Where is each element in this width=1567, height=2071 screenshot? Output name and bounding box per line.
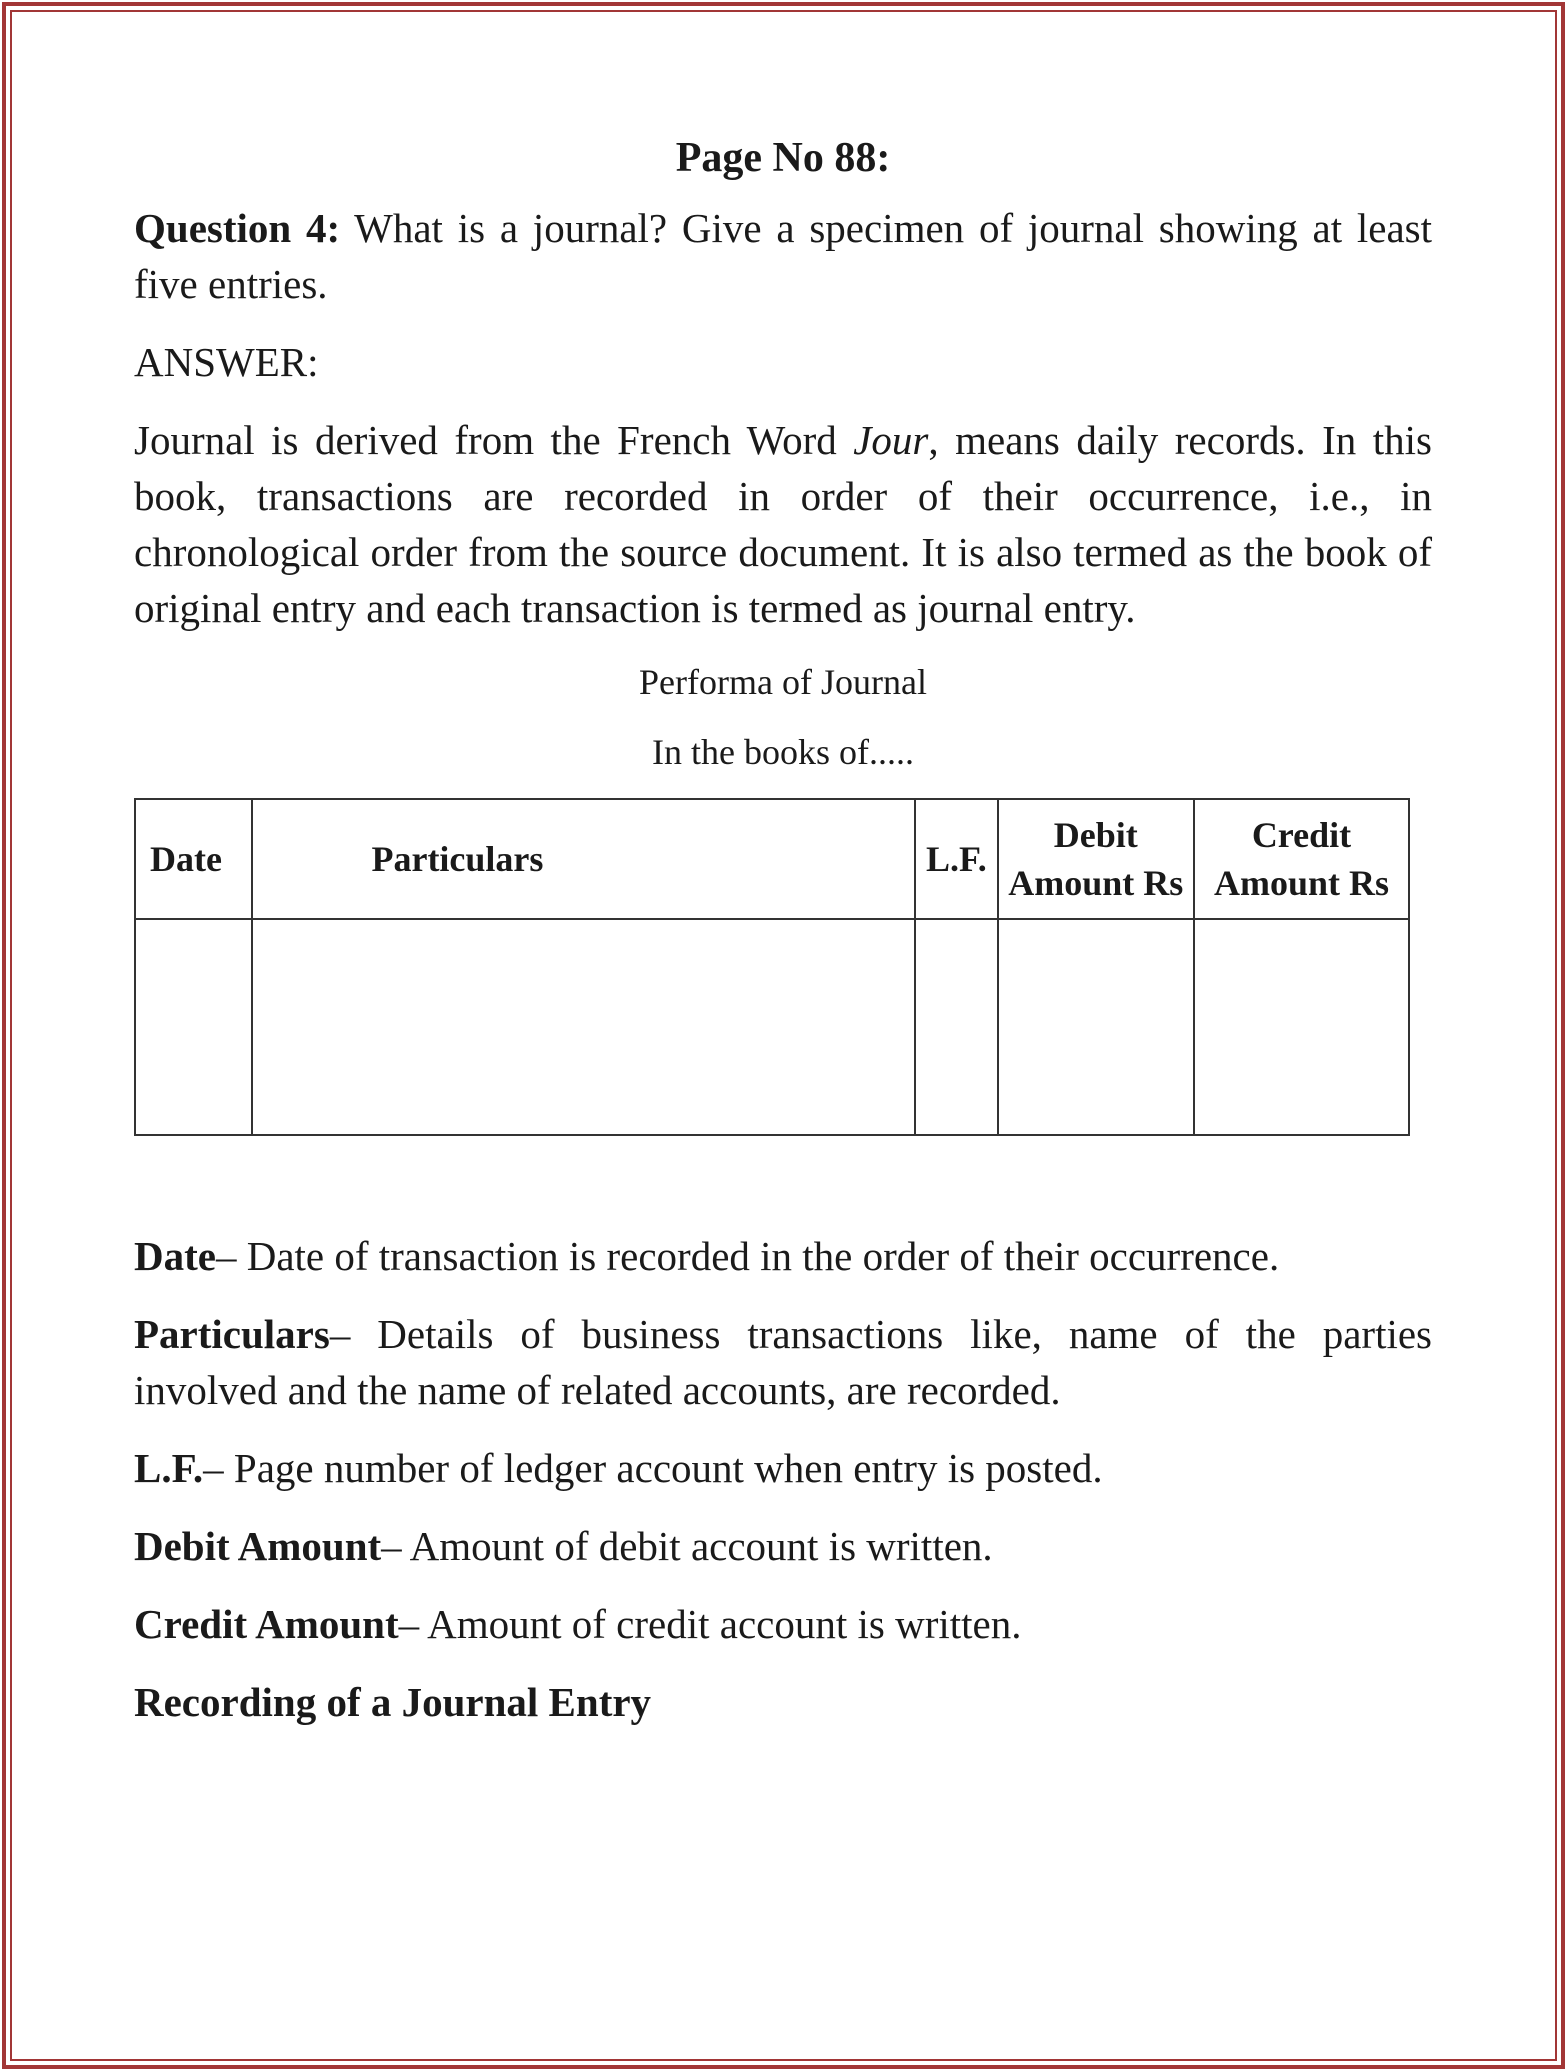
question-text: What is a journal? Give a specimen of journal showing at least five entries. [134, 205, 1432, 307]
header-debit-amount [998, 799, 1194, 919]
cell-lf [915, 919, 997, 1135]
header-date: Date [135, 799, 252, 919]
definition-separator: – [215, 1233, 247, 1279]
proforma-title: Performa of Journal [639, 662, 927, 702]
definition-date [134, 1228, 1432, 1284]
definition-credit-amount [134, 1596, 1432, 1652]
definition-separator: – [329, 1311, 378, 1357]
definition-term: Date [134, 1233, 216, 1279]
header-credit-line1: Credit [1251, 815, 1352, 855]
definition-debit-amount [134, 1518, 1432, 1574]
header-credit-amount [1194, 799, 1409, 919]
question-paragraph [134, 200, 1432, 312]
definition-separator: – [398, 1601, 428, 1647]
definition-text: Amount of debit account is written. [409, 1523, 993, 1569]
definition-text: Page number of ledger account when entry is posted. [233, 1445, 1103, 1491]
journal-proforma-table [134, 798, 1410, 1136]
question-label: Question 4: [134, 205, 341, 251]
definition-term: Particulars [134, 1311, 330, 1357]
answer-intro-paragraph [134, 412, 1432, 636]
cell-particulars [252, 919, 915, 1135]
definition-separator: – [203, 1445, 234, 1491]
page-heading: Page No 88: [675, 135, 891, 181]
header-credit-line2: Amount Rs [1213, 863, 1389, 903]
definition-term: Debit Amount [134, 1523, 382, 1569]
header-debit-line2: Amount Rs [1008, 863, 1184, 903]
table-row [135, 919, 1409, 1135]
cell-debit [998, 919, 1194, 1135]
proforma-subtitle: In the books of..... [652, 732, 914, 772]
answer-intro-text: Journal is derived from the French Word [134, 417, 854, 463]
table-header-row [135, 799, 1409, 919]
definition-text: Details of business transactions like, name of the parties involved and the name of related accounts, are recorded. [134, 1311, 1432, 1413]
header-lf: L.F. [915, 799, 997, 919]
definition-term: Credit Amount [134, 1601, 399, 1647]
definition-term: L.F. [134, 1445, 204, 1491]
definition-separator: – [381, 1523, 410, 1569]
answer-label: ANSWER: [134, 339, 319, 385]
answer-intro-text-continued: , means daily records. In this book, transactions are recorded in order of their occurrence, i.e., in chronological order from the source document. It is also termed as the book of original entry and each transaction is termed as journal entry. [134, 417, 1432, 631]
definition-text: Date of transaction is recorded in the order of their occurrence. [246, 1233, 1280, 1279]
definition-particulars [134, 1306, 1432, 1418]
definition-text: Amount of credit account is written. [427, 1601, 1022, 1647]
page-content [134, 130, 1432, 1730]
section-heading-recording: Recording of a Journal Entry [134, 1679, 652, 1725]
definition-lf [134, 1440, 1432, 1496]
header-particulars: Particulars [252, 799, 915, 919]
cell-credit [1194, 919, 1409, 1135]
cell-date [135, 919, 252, 1135]
header-debit-line1: Debit [1053, 815, 1138, 855]
answer-intro-italic: Jour [853, 417, 929, 463]
